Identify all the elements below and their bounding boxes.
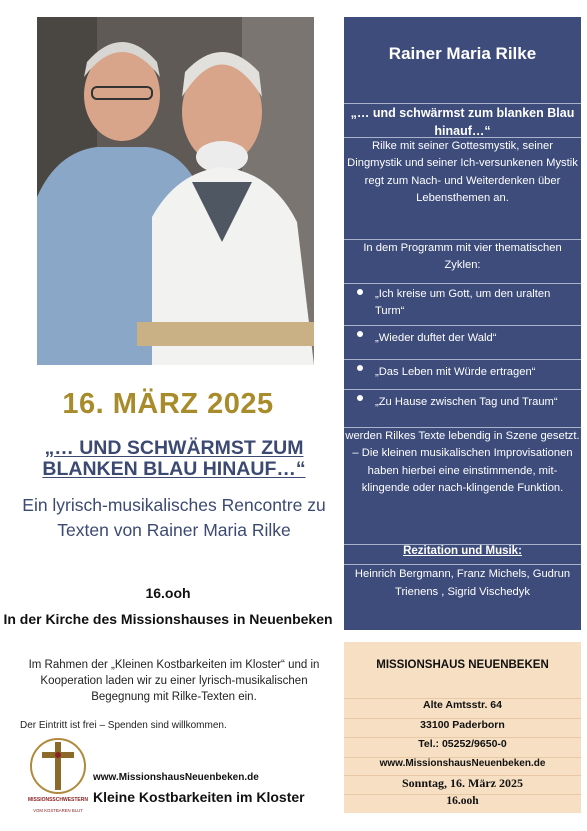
contact-time: 16.ooh <box>344 794 581 807</box>
website-link[interactable]: www.MissionshausNeuenbeken.de <box>93 772 259 783</box>
panel-description: Rilke mit seiner Gottesmystik, seiner Dingmystik und seiner Ich-versunkenen Mystik regt zum Nach- und Weiterdenken über Lebensthemen an. <box>344 137 581 208</box>
info-panel <box>344 17 581 630</box>
logo-subtext: VOM KOSTBAREN BLUT <box>33 808 83 813</box>
panel-performers: Heinrich Bergmann, Franz Michels, Gudrun Trienens , Sigrid Vischedyk <box>344 564 581 601</box>
event-location: In der Kirche des Missionshauses in Neuenbeken <box>3 611 333 627</box>
portrait-photo-icon <box>37 17 314 365</box>
list-item: „Wieder duftet der Wald“ <box>344 325 581 351</box>
event-subtitle: Ein lyrisch-musikalisches Rencontre zu Texten von Rainer Maria Rilke <box>22 495 326 540</box>
bullet-icon <box>357 289 363 295</box>
list-item: „Zu Hause zwischen Tag und Traum“ <box>344 389 581 429</box>
panel-poet-name: Rainer Maria Rilke <box>388 44 537 63</box>
panel-quote: „… und schwärmst zum blanken Blau hinauf…“ <box>344 103 581 140</box>
event-intro: Im Rahmen der „Kleinen Kostbarkeiten im Kloster“ und in Kooperation laden wir zu einer lyrisch-musikalischen Begegnung mit Rilke-Texten ein. <box>28 659 320 703</box>
bullet-icon <box>357 395 363 401</box>
cross-logo-icon <box>26 736 90 816</box>
panel-program-intro: In dem Programm mit vier thematischen Zyklen: <box>344 239 581 275</box>
logo-text: MISSIONSSCHWESTERN <box>27 797 88 803</box>
entry-note: Der Eintritt ist frei – Spenden sind willkommen. <box>20 720 227 731</box>
list-item: „Das Leben mit Würde ertragen“ <box>344 359 581 385</box>
contact-phone: Tel.: 05252/9650-0 <box>344 737 581 750</box>
panel-performance-text: werden Rilkes Texte lebendig in Szene gesetzt. – Die kleinen musikalischen Improvisationen haben hierbei eine einstimmende, mit-klingende oder nach-klingende Funktion. <box>344 427 581 498</box>
contact-website[interactable]: www.MissionshausNeuenbeken.de <box>344 757 581 769</box>
portrait-photo <box>37 17 314 365</box>
event-date: 16. MÄRZ 2025 <box>62 388 274 420</box>
contact-date: Sonntag, 16. März 2025 <box>344 775 581 791</box>
contact-box <box>344 642 581 813</box>
event-time: 16.ooh <box>145 585 191 601</box>
panel-performers-heading: Rezitation und Musik: <box>344 544 581 557</box>
bullet-icon <box>357 331 363 337</box>
bullet-icon <box>357 365 363 371</box>
list-item: „Ich kreise um Gott, um den uralten Turm“ <box>344 283 581 323</box>
contact-name: MISSIONSHAUS NEUENBEKEN <box>376 659 549 671</box>
series-name: Kleine Kostbarkeiten im Kloster <box>93 789 305 805</box>
event-quote-title: „… UND SCHWÄRMST ZUM BLANKEN BLAU HINAUF…“ <box>42 437 306 480</box>
contact-street: Alte Amtsstr. 64 <box>344 698 581 711</box>
contact-city: 33100 Paderborn <box>344 718 581 731</box>
